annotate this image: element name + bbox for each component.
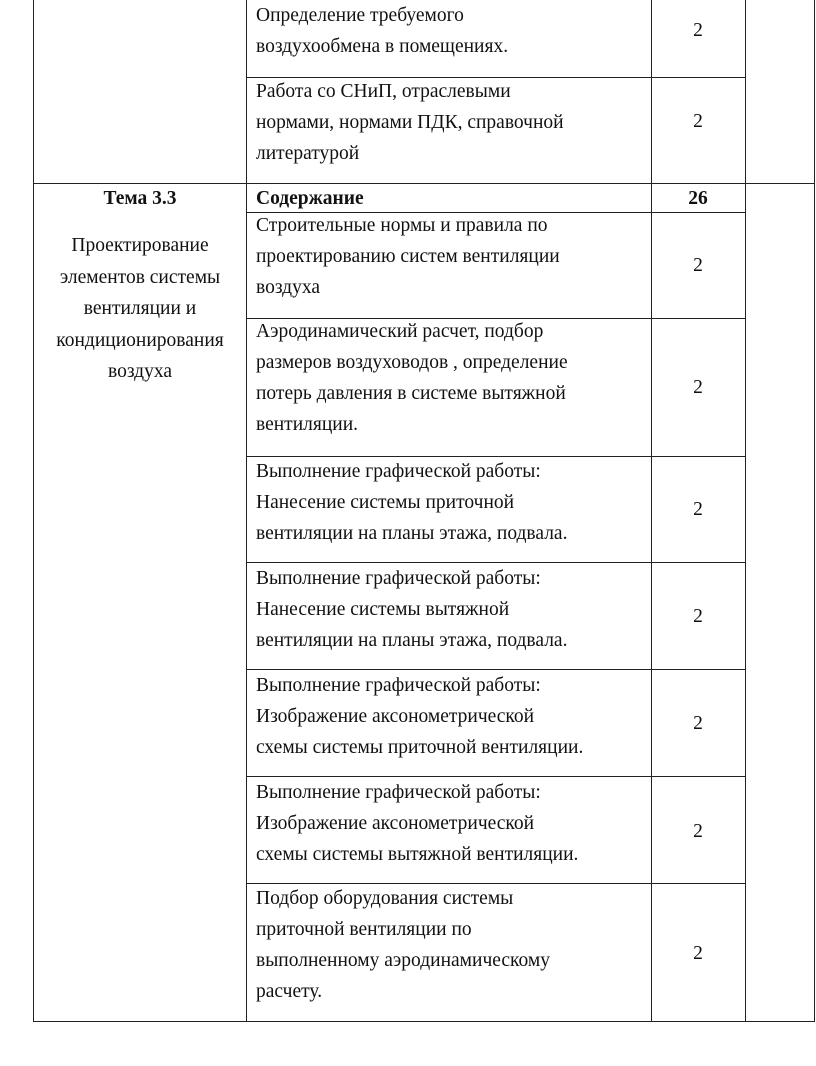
- table-border-bottom: [33, 1021, 814, 1022]
- row-description: [256, 76, 564, 169]
- row-hours: 2: [693, 499, 703, 520]
- table-divider-extra: [745, 0, 746, 1022]
- row-hours: 2: [693, 713, 703, 734]
- row-description-line: Изображение аксонометрической: [256, 706, 535, 727]
- section-divider: [33, 183, 814, 184]
- topic-name-line: Проектирование: [71, 235, 209, 256]
- row-description-line: Строительные нормы и правила по: [256, 215, 548, 236]
- row-description-line: приточной вентиляции по: [256, 919, 472, 940]
- row-description-line: схемы системы вытяжной вентиляции.: [256, 844, 579, 865]
- row-description-line: Выполнение графической работы:: [256, 675, 541, 696]
- row-description: [256, 210, 560, 303]
- row-description-line: Аэродинамический расчет, подбор: [256, 321, 544, 342]
- row-description-line: схемы системы приточной вентиляции.: [256, 737, 584, 758]
- table-border-right: [814, 0, 815, 1022]
- topic-title: Тема 3.3: [103, 188, 177, 209]
- row-hours: 2: [693, 943, 703, 964]
- row-description-line: Изображение аксонометрической: [256, 813, 535, 834]
- table-border-left: [33, 0, 34, 1022]
- topic-name-line: кондиционирования: [56, 329, 224, 351]
- row-description-line: Определение требуемого: [256, 5, 464, 26]
- row-description-line: воздухообмена в помещениях.: [256, 36, 509, 57]
- row-description: [256, 456, 567, 549]
- row-description-line: воздуха: [256, 277, 320, 298]
- row-hours: 2: [693, 606, 703, 627]
- row-description-line: Подбор оборудования системы: [256, 888, 514, 909]
- row-description-line: потерь давления в системе вытяжной: [256, 383, 566, 404]
- row-description-line: вентиляции на планы этажа, подвала.: [256, 630, 568, 651]
- row-description-line: Нанесение системы вытяжной: [256, 599, 510, 620]
- row-description-line: нормами, нормами ПДК, справочной: [256, 112, 564, 133]
- table-divider-topic: [246, 0, 247, 1022]
- topic-name-line: воздуха: [108, 361, 172, 382]
- row-description-line: вентиляции на планы этажа, подвала.: [256, 523, 568, 544]
- row-description: [256, 0, 508, 62]
- row-description-line: Выполнение графической работы:: [256, 461, 541, 482]
- row-description: [256, 563, 567, 656]
- row-hours: 2: [693, 20, 703, 41]
- content-header-hours: 26: [688, 188, 708, 209]
- row-description: [256, 670, 583, 763]
- row-description-line: Нанесение системы приточной: [256, 492, 515, 513]
- row-description: [256, 777, 578, 870]
- row-description-line: вентиляции.: [256, 414, 359, 435]
- row-description-line: Выполнение графической работы:: [256, 782, 541, 803]
- row-description-line: Работа со СНиП, отраслевыми: [256, 81, 511, 102]
- row-hours: 2: [693, 821, 703, 842]
- row-hours: 2: [693, 377, 703, 398]
- content-header-label: Содержание: [256, 188, 364, 209]
- row-description-line: выполненному аэродинамическому: [256, 950, 551, 971]
- row-description: [256, 316, 568, 440]
- row-hours: 2: [693, 111, 703, 132]
- topic-name-line: вентиляции и: [83, 298, 197, 319]
- row-description-line: размеров воздуховодов , определение: [256, 352, 568, 373]
- row-description-line: проектированию систем вентиляции: [256, 246, 560, 267]
- topic-name: [34, 230, 246, 388]
- row-hours: 2: [693, 255, 703, 276]
- topic-name-line: элементов системы: [59, 266, 221, 288]
- row-description: [256, 883, 550, 1007]
- row-description-line: расчету.: [256, 981, 323, 1002]
- row-description-line: Выполнение графической работы:: [256, 568, 541, 589]
- row-description-line: литературой: [256, 143, 360, 164]
